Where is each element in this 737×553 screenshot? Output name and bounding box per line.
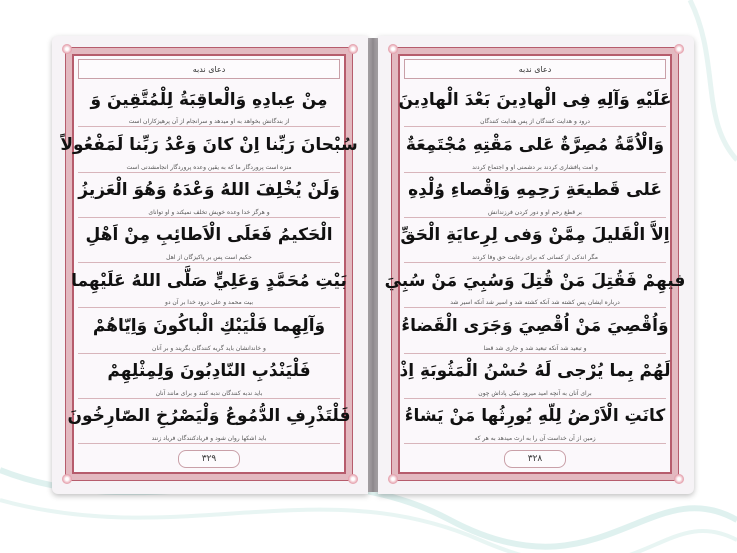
right-page bbox=[378, 36, 694, 494]
text-line bbox=[384, 263, 686, 308]
arabic-verse: كانَتِ الْاَرْضُ لِلّهِ يُورِثُها مَنْ يَشاءُ bbox=[404, 406, 666, 427]
translation-text: و امت پافشاری کردند بر دشمنی او و اجتماع کردند bbox=[472, 163, 598, 171]
translation-text: مگر اندکی از کسانی که برای رعایت حق وفا کردند bbox=[472, 254, 598, 261]
right-page-ornamental-frame bbox=[384, 48, 686, 480]
left-page-header-title: دعای ندبه bbox=[192, 64, 226, 74]
arabic-verse: مِنْ عِبادِهِ وَالْعاقِبَةُ لِلْمُتَّقِينَ وَ bbox=[90, 89, 328, 110]
translation-text: منزه است پروردگار ما که به یقین وعده پروردگار انجامشدنی است bbox=[126, 163, 292, 171]
translation-text: زمین از آن خداست آن را به ارث میدهد به هر که bbox=[474, 435, 596, 442]
arabic-verse: وَلَنْ يُخْلِفَ اللهُ وَعْدَهُ وَهُوَ الْعَزيزُ bbox=[78, 180, 340, 201]
arabic-verse: فَلْيَنْدُبِ النّادِبُونَ وَلِمِثْلِهِمْ bbox=[107, 361, 311, 382]
text-line bbox=[78, 82, 340, 127]
flower-ornament-icon bbox=[388, 44, 398, 54]
flower-ornament-icon bbox=[674, 44, 684, 54]
flower-ornament-icon bbox=[388, 474, 398, 484]
arabic-verse: عَلَيْهِ وَآلِهِ فِى الْهادِينَ بَعْدَ الْهادِينَ bbox=[398, 89, 672, 110]
arabic-verse: فَلْتَذْرِفِ الدُّمُوعُ وَلْيَصْرُخِ الصّارِخُونَ bbox=[67, 406, 351, 427]
translation-text: از بندگانش بخواهد به او میدهد و سرانجام از آن پرهیزکاران است bbox=[128, 118, 290, 126]
arabic-verse: وَآلِهِما فَلْيَبْكِ الْباكُونَ وَاِيّاهُمْ bbox=[92, 315, 326, 336]
left-page-ornamental-frame bbox=[60, 48, 358, 480]
arabic-verse: فيهِمْ فَقُتِلَ مَنْ قُتِلَ وَسُبِيَ مَنْ سُبِيَ bbox=[384, 270, 686, 291]
flower-ornament-icon bbox=[62, 474, 72, 484]
flower-ornament-icon bbox=[348, 474, 358, 484]
text-line bbox=[404, 173, 666, 218]
arabic-verse: وَالْاُمَّةُ مُصِرَّةٌ عَلى مَقْتِهِ مُجْتَمِعَةٌ bbox=[405, 134, 665, 155]
left-page-number: ۳۲۹ bbox=[201, 454, 217, 464]
left-page-text-lines bbox=[60, 82, 358, 444]
translation-text: بیت محمد و علی درود خدا بر آن دو bbox=[164, 299, 254, 307]
text-line bbox=[60, 127, 358, 172]
left-page-number-badge bbox=[178, 450, 240, 468]
text-line bbox=[78, 173, 340, 218]
text-line bbox=[71, 263, 347, 308]
flower-ornament-icon bbox=[674, 474, 684, 484]
flower-ornament-icon bbox=[62, 44, 72, 54]
text-line bbox=[401, 308, 669, 353]
text-line bbox=[78, 354, 340, 399]
arabic-verse: اِلاَّ الْقَليلَ مِمَّنْ وَفى لِرِعايَةِ الْحَقِّ bbox=[400, 225, 670, 246]
translation-text: بر قطع رحم او و دور کردن فرزندانش bbox=[488, 208, 582, 216]
arabic-verse: سُبْحانَ رَبِّنا اِنْ كانَ وَعْدُ رَبِّنا لَمَفْعُولاً bbox=[60, 134, 358, 155]
open-prayer-book bbox=[52, 36, 696, 494]
text-line bbox=[400, 218, 670, 263]
arabic-verse: وَاُقْصِيَ مَنْ اُقْصِيَ وَجَرَى الْقَضاءُ bbox=[401, 315, 669, 336]
text-line bbox=[404, 399, 666, 444]
translation-text: و خاندانشان باید گریه کنندگان بگریند و بر آنان bbox=[152, 344, 266, 352]
right-page-number: ۳۲۸ bbox=[527, 454, 543, 464]
text-line bbox=[78, 308, 340, 353]
translation-text: درود و هدایت کنندگان از پس هدایت کنندگان bbox=[480, 118, 590, 126]
left-page bbox=[52, 36, 368, 494]
right-page-header bbox=[404, 59, 666, 79]
translation-text: و هرگز خدا وعده خویش تخلف نمیکند و او توانای bbox=[148, 208, 270, 216]
right-page-text-lines bbox=[384, 82, 686, 444]
text-line bbox=[67, 399, 351, 444]
translation-text: باید اشکها روان شود و فریادکنندگان فریاد زنند bbox=[151, 435, 267, 442]
flower-ornament-icon bbox=[348, 44, 358, 54]
text-line bbox=[399, 354, 671, 399]
translation-text: درباره ایشان پس کشته شد آنکه کشته شد و اسیر شد آنکه اسیر شد bbox=[450, 299, 620, 307]
translation-text: برای آنان به آنچه امید میرود نیکی پاداش چون bbox=[478, 389, 592, 397]
text-line bbox=[398, 82, 672, 127]
right-page-header-title: دعای ندبه bbox=[518, 64, 552, 74]
translation-text: باید ندبه کنندگان ندبه کنند و برای مانند آنان bbox=[155, 389, 263, 397]
text-line bbox=[78, 218, 340, 263]
arabic-verse: عَلى قَطيعَةِ رَحِمِهِ وَاِقْصاءِ وُلْدِهِ bbox=[408, 180, 662, 201]
left-page-header bbox=[78, 59, 340, 79]
right-page-number-badge bbox=[504, 450, 566, 468]
arabic-verse: لَهُمْ بِما يُرْجى لَهُ حُسْنُ الْمَثُوبَةِ اِذْ bbox=[399, 361, 671, 382]
translation-text: و تبعید شد آنکه تبعید شد و جاری شد قضا bbox=[483, 344, 587, 352]
arabic-verse: بَيْتِ مُحَمَّدٍ وَعَلِيٍّ صَلَّى اللهُ عَلَيْهِما bbox=[71, 270, 347, 291]
text-line bbox=[404, 127, 666, 172]
translation-text: حکیم است پس بر پاکیزگان از اهل bbox=[166, 254, 252, 261]
arabic-verse: الْحَكيمُ فَعَلَى الْاَطائِبِ مِنْ اَهْلِ bbox=[85, 225, 333, 246]
